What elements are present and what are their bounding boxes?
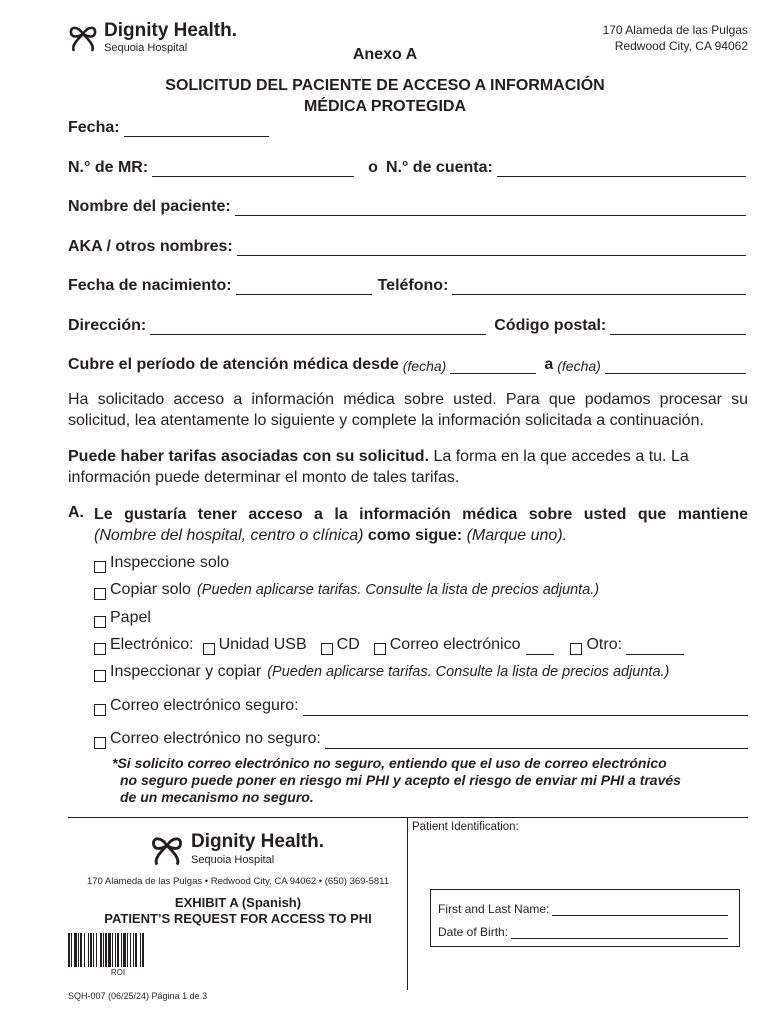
seguro-label: Correo electrónico seguro: [110,697,299,714]
otro-checkbox[interactable] [570,643,582,655]
logo-sub-bottom: Sequoia Hospital [191,854,275,866]
no-seguro-input-line[interactable] [325,734,748,749]
periodo-row [68,352,746,374]
option-inspeccionar-copiar[interactable] [94,662,669,682]
fecha-input-line[interactable] [124,120,269,137]
exhibit-title [68,895,408,927]
nombre-input-line[interactable] [235,199,746,216]
option-papel[interactable] [94,608,151,628]
fecha-label: Fecha: [68,119,120,136]
option-copiar[interactable] [94,580,599,600]
section-a-bold-1: Le gustaría tener acceso a la información médica sobre usted que mantiene [94,506,748,523]
inspeccione-label: Inspeccione solo [110,554,230,571]
logo-brand: Dignity Health. [104,19,238,41]
periodo-label: Cubre el período de atención médica desde [68,356,399,373]
option-inspeccione[interactable] [94,553,229,573]
aka-input-line[interactable] [237,239,746,256]
fees-rest: La forma en la que accedes a tu. La información puede determinar el monto de tales tarifas. [68,448,689,486]
warning-line-3: de un mecanismo no seguro. [120,789,314,805]
address-line-1: 170 Alameda de las Pulgas [602,23,748,37]
cuenta-label: N.° de cuenta: [385,159,493,176]
insp-copiar-label: Inspeccionar y copiar [110,663,262,680]
no-seguro-checkbox[interactable] [94,737,106,749]
first-last-row [438,902,728,916]
fecha-desde-input-line[interactable] [450,357,536,374]
roi-label: ROI [110,968,126,977]
aka-row [68,234,746,256]
section-a-bold-2: como sigue: [367,527,463,544]
usb-checkbox[interactable] [203,643,215,655]
postal-input-line[interactable] [610,318,746,335]
section-a-italic-2: (Marque uno). [466,527,568,544]
dob-row [438,925,728,939]
papel-label: Papel [110,609,151,626]
insp-copiar-note: (Pueden aplicarse tarifas. Consulte la lista de precios adjunta.) [267,664,670,680]
nacimiento-input-line[interactable] [236,278,372,295]
usb-label: Unidad USB [218,636,307,653]
electronico-label: Electrónico: [110,636,194,653]
cd-checkbox[interactable] [321,643,333,655]
a-label: a [544,356,554,373]
aka-label: AKA / otros nombres: [68,238,233,255]
no-seguro-label: Correo electrónico no seguro: [110,730,321,747]
telefono-label: Teléfono: [377,277,449,294]
inspeccione-checkbox[interactable] [94,561,106,573]
correo-checkbox[interactable] [374,643,386,655]
otro-label: Otro: [586,636,623,653]
annex-label: Anexo A [352,46,418,63]
telefono-input-line[interactable] [452,278,746,295]
dob-input-line[interactable] [511,927,728,939]
option-correo-no-seguro [94,729,748,749]
option-electronico [94,635,684,655]
copiar-note: (Pueden aplicarse tarifas. Consulte la lista de precios adjunta.) [196,582,600,598]
nacimiento-label: Fecha de nacimiento: [68,277,232,294]
dob-label: Date of Birth: [438,925,509,939]
cuenta-input-line[interactable] [497,160,746,177]
address-line-2: Redwood City, CA 94062 [614,39,748,53]
nombre-label: Nombre del paciente: [68,198,231,215]
mr-label: N.° de MR: [68,159,149,176]
dignity-health-icon [150,830,184,868]
exhibit-line-1: EXHIBIT A (Spanish) [174,895,302,910]
bottom-divider [68,817,748,818]
form-title [0,75,770,117]
bottom-address: 170 Alameda de las Pulgas • Redwood City, CA 94062 • (650) 369-5811 [86,876,390,887]
insp-copiar-checkbox[interactable] [94,670,106,682]
section-a-text [94,504,748,546]
copiar-label: Copiar solo [110,581,191,598]
fecha-hasta-input-line[interactable] [605,357,746,374]
correo-input-line[interactable] [526,640,554,655]
papel-checkbox[interactable] [94,616,106,628]
fecha-row [68,115,278,137]
otro-input-line[interactable] [626,640,684,655]
intro-paragraph: Ha solicitado acceso a información médica sobre usted. Para que podamos procesar su solicitud, lea atentamente lo siguiente y complete la información solicitada a continuación. [68,391,748,429]
logo-sub: Sequoia Hospital [104,41,188,54]
nacimiento-row [68,273,746,295]
direccion-input-line[interactable] [150,318,486,335]
electronico-checkbox[interactable] [94,643,106,655]
warning-line-2: no seguro puede poner en riesgo mi PHI y acepto el riesgo de enviar mi PHI a través [120,772,681,788]
cd-label: CD [336,636,360,653]
direccion-label: Dirección: [68,317,147,334]
fees-bold: Puede haber tarifas asociadas con su solicitud. [68,448,430,465]
fecha-hasta-hint: (fecha) [557,358,601,374]
dignity-health-logo-bottom [150,830,324,868]
direccion-row [68,313,746,335]
logo-brand-bottom: Dignity Health. [191,831,325,852]
unsecure-warning [112,755,752,806]
patient-id-box [430,889,740,947]
mr-input-line[interactable] [152,160,354,177]
exhibit-line-2: PATIENT’S REQUEST FOR ACCESS TO PHI [104,911,372,926]
or-label: o [368,159,378,176]
section-a-italic-1: (Nombre del hospital, centro o clínica) [94,527,364,544]
fecha-desde-hint: (fecha) [402,358,447,374]
postal-label: Código postal: [494,317,607,334]
form-title-line-2: MÉDICA PROTEGIDA [303,98,467,115]
mr-row [68,155,746,177]
barcode [68,933,168,967]
copiar-checkbox[interactable] [94,588,106,600]
fees-paragraph [68,446,748,488]
section-a-letter: A. [68,504,84,521]
warning-line-1: *Si solicito correo electrónico no seguro, entiendo que el uso de correo electrónico [112,755,667,771]
first-last-label: First and Last Name: [438,902,550,916]
first-last-input-line[interactable] [552,904,728,916]
seguro-checkbox[interactable] [94,704,106,716]
patient-identification-label: Patient Identification: [412,821,519,833]
seguro-input-line[interactable] [303,701,748,716]
nombre-row [68,194,746,216]
form-title-line-1: SOLICITUD DEL PACIENTE DE ACCESO A INFORMACIÓN [165,77,605,94]
form-footer: SQH-007 (06/25/24) Página 1 de 3 [68,991,208,1001]
barcode-bar [144,933,145,967]
correo-label: Correo electrónico [389,636,521,653]
option-correo-seguro [94,696,748,716]
